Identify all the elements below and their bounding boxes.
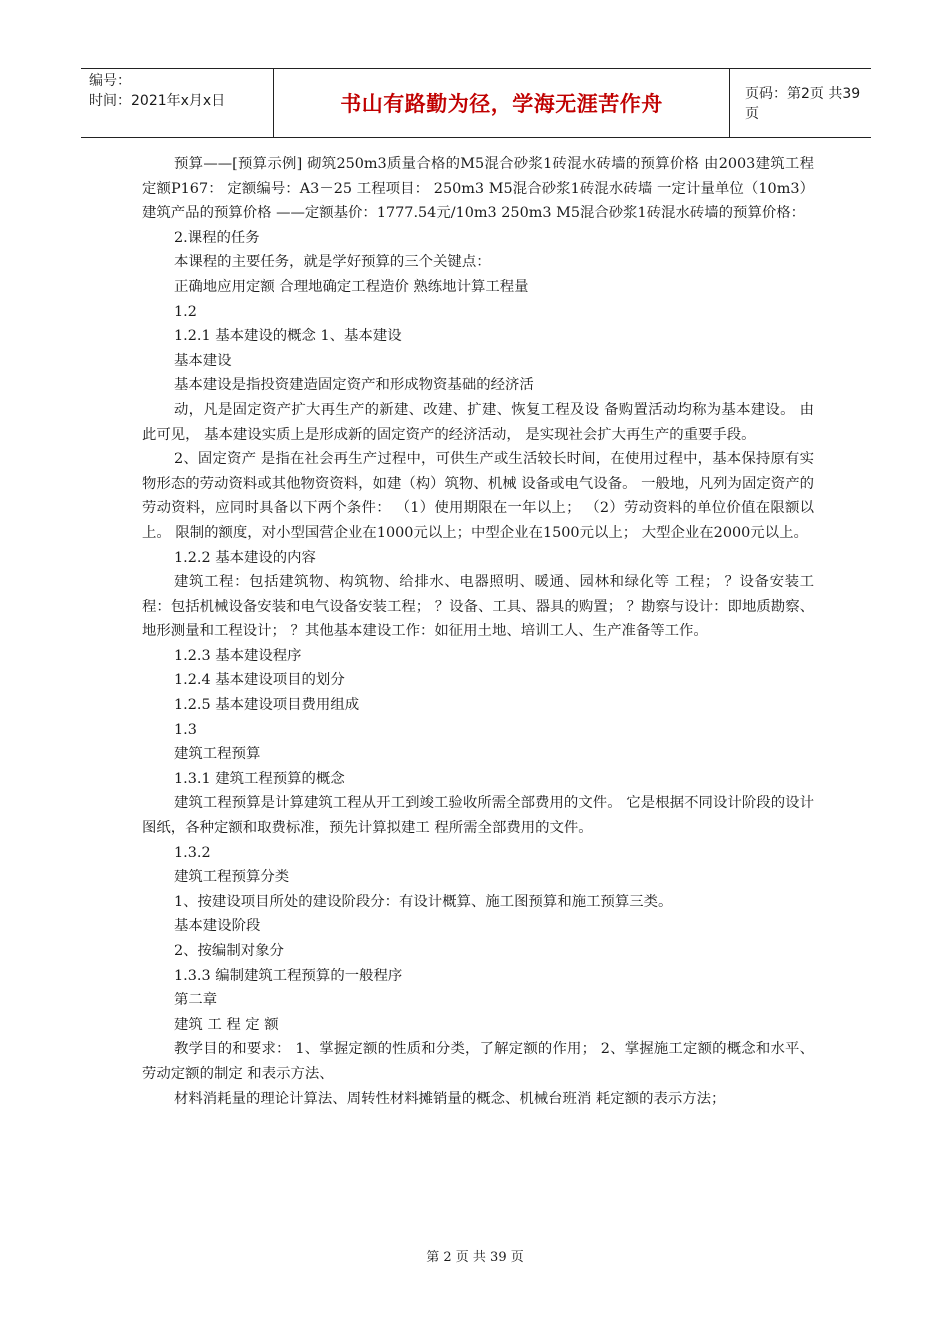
section-number: 1.2 [174, 303, 197, 320]
paragraph: 建筑工程预算 [174, 746, 261, 763]
motto-text: 书山有路勤为径，学海无涯苦作舟 [340, 92, 663, 116]
paragraph: 建筑工程预算是计算建筑工程从开工到竣工验收所需全部费用的文件。 它是根据不同设计阶段的设计图纸，各种定额和取费标准，预先计算拟建工 程所需全部费用的文件。 [142, 795, 814, 837]
paragraph: 预算——[预算示例] 砌筑250m3质量合格的M5混合砂浆1砖混水砖墙的预算价格 由2003建筑工程定额P167： 定额编号：A3－25 工程项目： 250m3 M5混合砂浆1砖混水砖墙 一定计量单位（10m3）建筑产品的预算价格 ——定额基价：1777.54元/10m3 250m3 M5混合砂浆1砖混水砖墙的预算价格： [142, 156, 814, 222]
paragraph: 本课程的主要任务，就是学好预算的三个关键点： [174, 254, 491, 271]
footer-page-number: 第 2 页 共 39 页 [426, 1250, 524, 1265]
section-heading: 1.2.2 基本建设的内容 [174, 549, 316, 566]
paragraph: 建筑工程预算分类 [174, 869, 290, 886]
paragraph: 2、固定资产 是指在社会再生产过程中，可供生产或生活较长时间，在使用过程中，基本保持原有实物形态的劳动资料或其他物资资料，如建（构）筑物、机械 设备或电气设备。 一般地，凡列为固定资产的劳动资料，应同时具备以下两个条件： （1）使用期限在一年以上； （2）劳动资料的单位价值在限额以上。 限制的额度，对小型国营企业在1000元以上；中型企业在1500元以上； 大型企业在2000元以上。 [142, 451, 814, 541]
section-heading: 1.3.1 建筑工程预算的概念 [174, 770, 345, 787]
section-heading: 1.2.5 基本建设项目费用组成 [174, 697, 360, 714]
paragraph: 基本建设 [174, 352, 232, 369]
chapter-title: 建筑 工 程 定 额 [174, 1016, 279, 1033]
paragraph: 1、按建设项目所处的建设阶段分：有设计概算、施工图预算和施工预算三类。 [174, 893, 673, 910]
paragraph: 基本建设阶段 [174, 918, 261, 935]
paragraph: 2.课程的任务 [174, 229, 260, 246]
page-info: 页码：第2页 共39页 [745, 86, 861, 122]
header-meta [81, 69, 273, 137]
page-footer [0, 1246, 950, 1265]
date-label: 时间：2021年x月x日 [89, 93, 226, 109]
section-heading: 1.2.4 基本建设项目的划分 [174, 672, 345, 689]
header-motto-cell [273, 69, 730, 137]
serial-label: 编号： [89, 73, 131, 89]
header-page-cell [729, 69, 871, 137]
paragraph: 建筑工程：包括建筑物、构筑物、给排水、电器照明、暖通、园林和绿化等 工程； ？设备安装工程：包括机械设备安装和电气设备安装工程； ？设备、工具、器具的购置； ？勘察与设计：即地质勘察、地形测量和工程设计； ？其他基本建设工作：如征用土地、培训工人、生产准备等工作。 [142, 574, 814, 640]
document-body [142, 152, 814, 1111]
paragraph: 基本建设是指投资建造固定资产和形成物资基础的经济活 [174, 377, 534, 394]
paragraph: 教学目的和要求： 1、掌握定额的性质和分类，了解定额的作用； 2、掌握施工定额的概念和水平、劳动定额的制定 和表示方法、 [142, 1041, 814, 1082]
paragraph: 材料消耗量的理论计算法、周转性材料摊销量的概念、机械台班消 耗定额的表示方法； [174, 1090, 726, 1107]
paragraph: 动，凡是固定资产扩大再生产的新建、改建、扩建、恢复工程及设 备购置活动均称为基本建设。 由此可见， 基本建设实质上是形成新的固定资产的经济活动， 是实现社会扩大再生产的重要手段。 [142, 401, 814, 443]
section-heading: 1.2.3 基本建设程序 [174, 647, 302, 664]
section-heading: 1.3.3 编制建筑工程预算的一般程序 [174, 967, 403, 984]
paragraph: 正确地应用定额 合理地确定工程造价 熟练地计算工程量 [174, 278, 529, 295]
chapter-label: 第二章 [174, 992, 218, 1009]
section-heading: 1.2.1 基本建设的概念 1、基本建设 [174, 328, 402, 345]
section-number: 1.3 [174, 721, 197, 738]
paragraph: 2、按编制对象分 [174, 943, 284, 959]
page-header [81, 68, 871, 138]
section-number: 1.3.2 [174, 844, 211, 861]
